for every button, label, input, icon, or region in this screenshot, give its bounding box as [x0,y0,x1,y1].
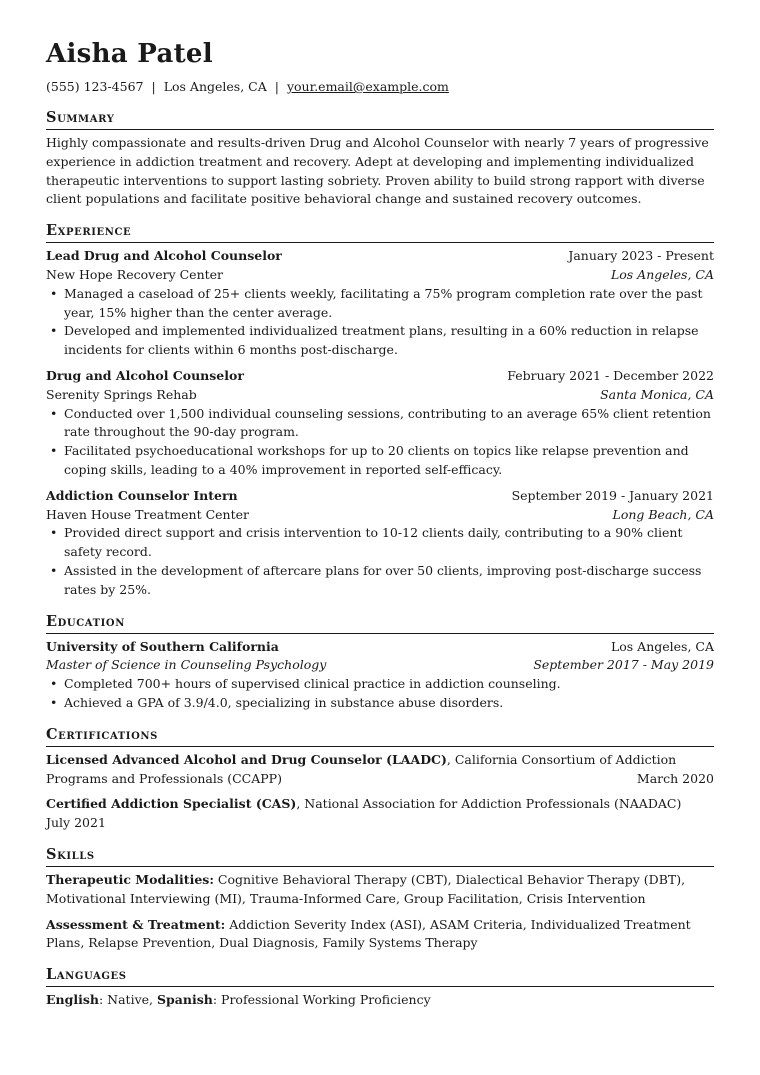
school-location: Los Angeles, CA [610,638,714,654]
job-org: Haven House Treatment Center [46,506,249,522]
cert-issuer: , California Consortium of Addiction Programs and Professionals (CCAPP) [46,751,677,786]
languages-line [46,991,714,1010]
job-entry [46,247,714,360]
section-title-skills: Skills [46,845,714,867]
section-title-experience: Experience [46,221,714,243]
bullet-item: • Conducted over 1,500 individual counseling sessions, contributing to an average 65% client retention rate throughout the 90-day program. [46,405,714,443]
degree: Master of Science in Counseling Psychology [46,657,327,673]
job-location: Long Beach, CA [612,506,714,522]
section-title-summary: Summary [46,108,714,130]
phone: (555) 123-4567 [46,79,144,94]
skill-label: Therapeutic Modalities: [46,871,214,887]
job-org: Serenity Springs Rehab [46,386,197,402]
job-dates: February 2021 - December 2022 [507,367,714,383]
section-title-education: Education [46,612,714,634]
skill-text: Addiction Severity Index (ASI), ASAM Criteria, Individualized Treatment Plans, Relapse Prevention, Dual Diagnosis, Family Systems Therapy [46,916,691,951]
education-dates: September 2017 - May 2019 [533,657,714,673]
certification-entry [46,795,714,833]
job-dates: September 2019 - January 2021 [511,487,714,503]
bullet-item: • Completed 700+ hours of supervised clinical practice in addiction counseling. [46,675,714,694]
school-name: University of Southern California [46,638,279,654]
job-role: Lead Drug and Alcohol Counselor [46,248,282,264]
bullet-item: • Achieved a GPA of 3.9/4.0, specializing in substance abuse disorders. [46,694,714,713]
job-role: Addiction Counselor Intern [46,487,238,503]
candidate-name: Aisha Patel [46,39,213,69]
cert-issuer: , National Association for Addiction Professionals (NAADAC) [296,796,682,812]
job-role: Drug and Alcohol Counselor [46,367,244,383]
job-org: New Hope Recovery Center [46,266,224,282]
cert-date: July 2021 [46,815,106,831]
language-level: : Professional Working Proficiency [212,992,431,1008]
email-link[interactable]: your.email@example.com [286,79,449,94]
bullet-item: • Managed a caseload of 25+ clients weekly, facilitating a 75% program completion rate over the past year, 15% higher than the center average. [46,285,714,323]
summary-text: Highly compassionate and results-driven Drug and Alcohol Counselor with nearly 7 years of progressive experience in addiction treatment and recovery. Adept at developing and implementing individualized therapeutic interventions to support lasting sobriety. Proven ability to build strong rapport with diverse client populations and facilitate positive behavioral change and sustained recovery outcomes. [46,135,709,207]
job-location: Santa Monica, CA [600,386,714,402]
separator: | [274,79,279,94]
contact-line [46,78,714,96]
language-level: : Native, [98,992,157,1008]
bullet-item: • Assisted in the development of aftercare plans for over 50 clients, improving post-discharge success rates by 25%. [46,562,714,600]
skill-group [46,916,714,954]
bullet-item: • Facilitated psychoeducational workshops for up to 20 clients on topics like relapse prevention and coping skills, leading to a 40% improvement in reported self-efficacy. [46,442,714,480]
job-entry [46,367,714,480]
job-bullets [46,405,714,480]
cert-date: March 2020 [636,770,714,786]
skill-text: Cognitive Behavioral Therapy (CBT), Dialectical Behavior Therapy (DBT), Motivational Interviewing (MI), Trauma-Informed Care, Group Facilitation, Crisis Intervention [46,871,686,906]
job-bullets [46,285,714,360]
cert-name: Certified Addiction Specialist (CAS) [46,796,297,812]
language-name: Spanish [157,992,213,1008]
summary-section [46,108,714,209]
skill-label: Assessment & Treatment: [46,916,226,932]
location: Los Angeles, CA [163,79,267,94]
education-bullets [46,675,714,713]
language-name: English [46,992,99,1008]
education-section [46,612,714,713]
section-title-languages: Languages [46,965,714,987]
job-dates: January 2023 - Present [568,248,714,264]
job-entry [46,487,714,600]
separator: | [151,79,156,94]
skills-section [46,845,714,953]
skill-group [46,871,714,909]
certification-entry [46,751,714,789]
job-bullets [46,524,714,599]
bullet-item: • Developed and implemented individualized treatment plans, resulting in a 60% reduction in relapse incidents for clients within 6 months post-discharge. [46,322,714,360]
languages-section [46,965,714,1010]
cert-name: Licensed Advanced Alcohol and Drug Counselor (LAADC) [46,751,447,767]
job-location: Los Angeles, CA [610,266,714,282]
bullet-item: • Provided direct support and crisis intervention to 10-12 clients daily, contributing to a 90% client safety record. [46,524,714,562]
experience-section [46,221,714,599]
certifications-section [46,725,714,833]
section-title-certifications: Certifications [46,725,714,747]
